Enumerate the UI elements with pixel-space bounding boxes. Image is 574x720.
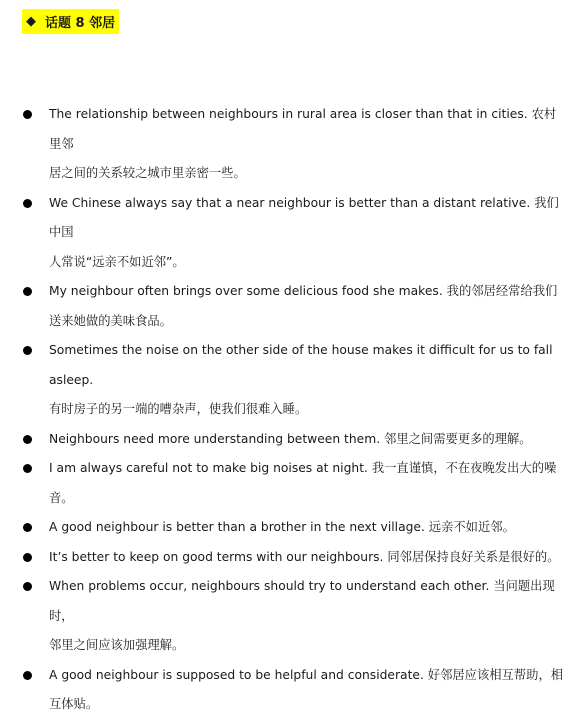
sentence-line: We Chinese always say that a near neighbour is better than a distant relative. 我们中国 [49,195,559,239]
sentence-line: A good neighbour is better than a brother in the next village. 远亲不如近邻。 [49,520,515,534]
bullet-icon [23,523,32,532]
bullet-icon [23,346,32,355]
bullet-icon [23,553,32,562]
bullet-icon [23,287,32,296]
sentence-list [0,100,574,720]
sentence-line: 邻里之间应该加强理解。 [49,638,185,652]
sentence-line: Neighbours need more understanding between them. 邻里之间需要更多的理解。 [49,431,532,446]
list-item [0,454,574,513]
list-item [0,189,574,278]
sentence-line: 人常说“远亲不如近邻”。 [49,254,185,269]
bullet-icon [23,671,32,680]
list-item [0,277,574,336]
sentence-line: 音。 [49,490,74,505]
list-item [0,513,574,543]
list-item [0,336,574,425]
list-item [0,572,574,661]
sentence-line: I am always careful not to make big noises at night. 我一直谨慎，不在夜晚发出大的噪 [49,461,557,475]
bullet-icon [23,110,32,119]
sentence-line: It’s better to keep on good terms with our neighbours. 同邻居保持良好关系是很好的。 [49,549,560,564]
list-item [0,661,574,720]
bullet-icon [23,435,32,444]
sentence-line: The relationship between neighbours in rural area is closer than that in cities. 农村里邻 [49,107,557,151]
topic-title: 话题 8 邻居 [45,16,116,31]
diamond-bullet-icon: ◆ [26,14,36,29]
sentence-line: Sometimes the noise on the other side of the house makes it difficult for us to fall asleep. [49,343,553,387]
list-item [0,100,574,189]
list-item [0,543,574,573]
sentence-line: 送来她做的美味食品。 [49,313,172,328]
topic-title-highlight [22,9,119,34]
bullet-icon [23,582,32,591]
list-item [0,425,574,455]
sentence-line: A good neighbour is supposed to be helpful and considerate. 好邻居应该相互帮助，相 [49,667,564,682]
bullet-icon [23,464,32,473]
sentence-line: When problems occur, neighbours should try to understand each other. 当问题出现时， [49,579,555,623]
sentence-line: My neighbour often brings over some delicious food she makes. 我的邻居经常给我们 [49,284,558,298]
sentence-line: 居之间的关系较之城市里亲密一些。 [49,166,246,180]
sentence-line: 互体贴。 [49,697,99,711]
bullet-icon [23,199,32,208]
sentence-line: 有时房子的另一端的嘈杂声，使我们很难入睡。 [49,402,308,416]
